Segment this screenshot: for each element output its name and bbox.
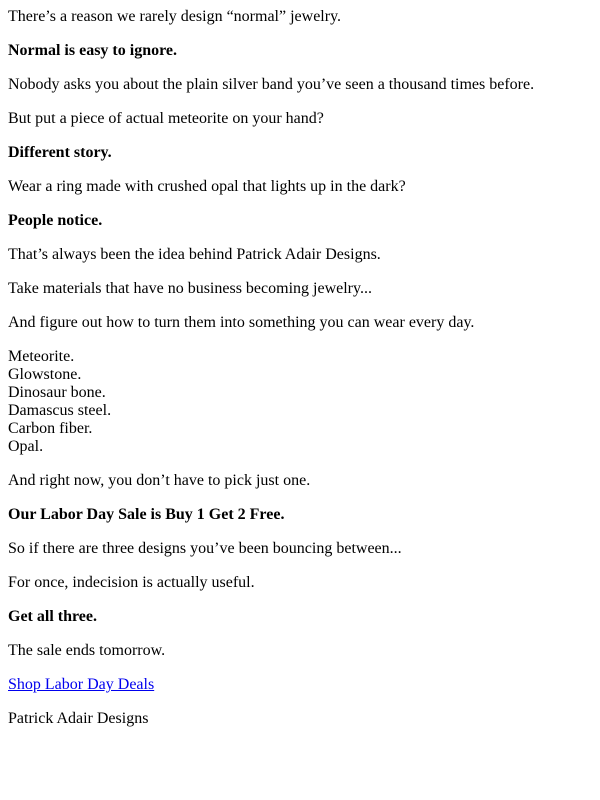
opal-question: Wear a ring made with crushed opal that lights up in the dark? xyxy=(8,178,406,195)
material-item: Damascus steel. xyxy=(8,402,112,419)
shop-labor-day-deals-link[interactable]: Shop Labor Day Deals xyxy=(8,676,155,693)
people-notice-heading: People notice. xyxy=(8,212,103,229)
signature: Patrick Adair Designs xyxy=(8,710,149,727)
material-item: Dinosaur bone. xyxy=(8,384,106,401)
material-item: Meteorite. xyxy=(8,348,75,365)
cta-paragraph xyxy=(8,676,592,694)
three-designs-text: So if there are three designs you’ve been bouncing between... xyxy=(8,540,402,557)
plain-band-text: Nobody asks you about the plain silver band you’ve seen a thousand times before. xyxy=(8,76,535,93)
intro-text: There’s a reason we rarely design “normal” jewelry. xyxy=(8,8,342,25)
material-item: Carbon fiber. xyxy=(8,420,93,437)
sale-heading: Our Labor Day Sale is Buy 1 Get 2 Free. xyxy=(8,506,285,523)
different-story-heading: Different story. xyxy=(8,144,112,161)
figure-out-text: And figure out how to turn them into something you can wear every day. xyxy=(8,314,475,331)
sale-ends-text: The sale ends tomorrow. xyxy=(8,642,166,659)
indecision-text: For once, indecision is actually useful. xyxy=(8,574,255,591)
material-item: Glowstone. xyxy=(8,366,82,383)
pick-one-text: And right now, you don’t have to pick just one. xyxy=(8,472,311,489)
materials-intro-text: Take materials that have no business becoming jewelry... xyxy=(8,280,372,297)
idea-text: That’s always been the idea behind Patrick Adair Designs. xyxy=(8,246,381,263)
material-item: Opal. xyxy=(8,438,44,455)
get-all-heading: Get all three. xyxy=(8,608,98,625)
meteorite-question: But put a piece of actual meteorite on your hand? xyxy=(8,110,324,127)
normal-heading: Normal is easy to ignore. xyxy=(8,42,178,59)
materials-list xyxy=(8,348,592,456)
